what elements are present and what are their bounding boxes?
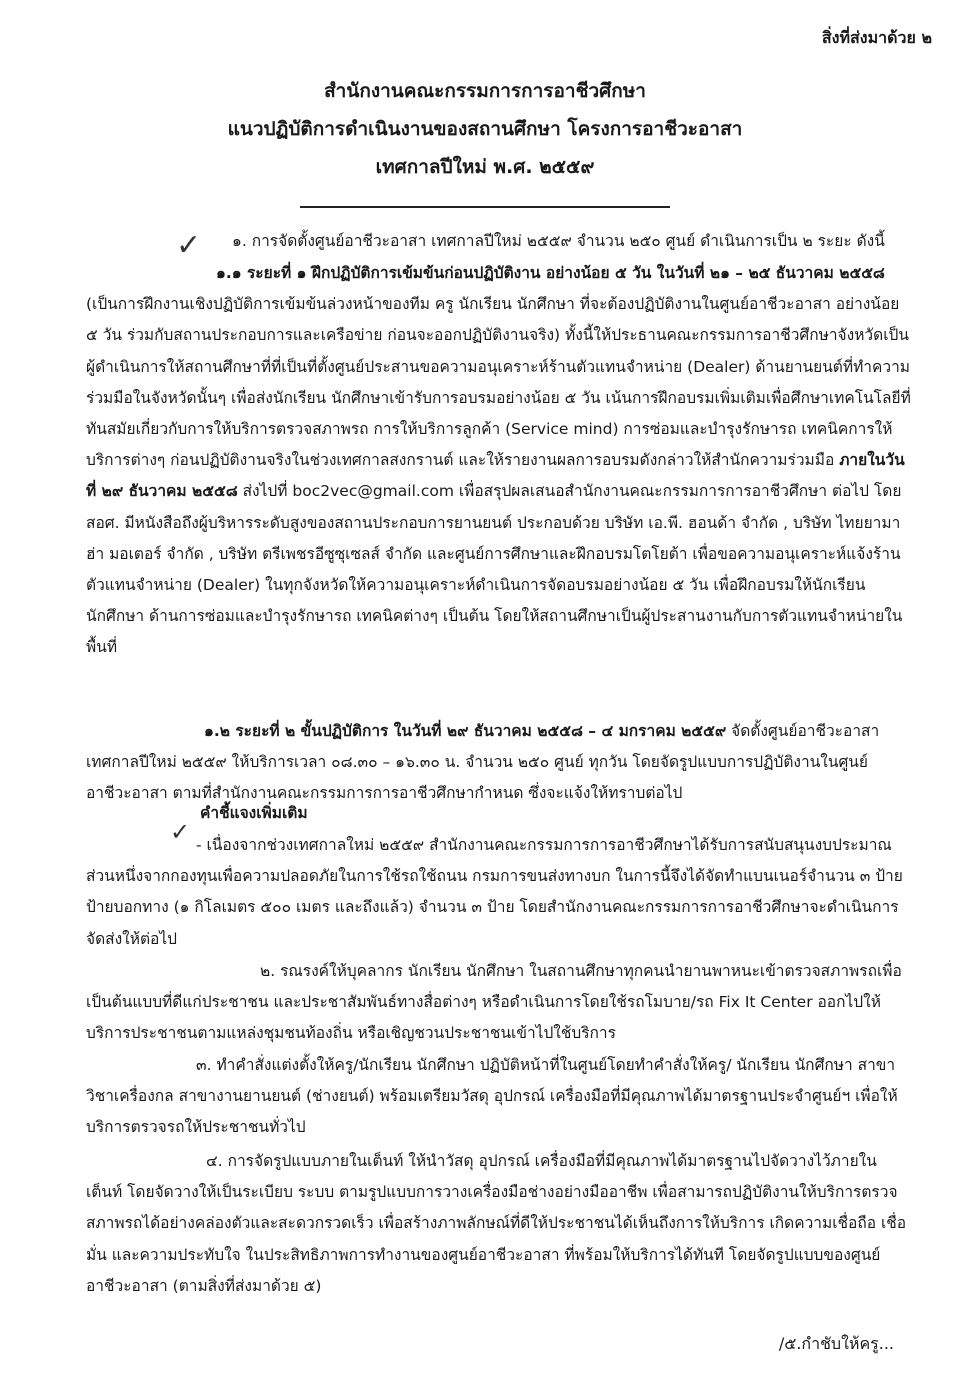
paragraph-note	[86, 830, 912, 955]
paragraph-2	[86, 956, 912, 1050]
additional-notes-title: คำชี้แจงเพิ่มเติม	[200, 804, 308, 822]
paragraph-1	[86, 226, 912, 257]
additional-notes-heading	[200, 798, 800, 829]
header-divider	[300, 206, 670, 208]
phase-2-heading: ๑.๒ ระยะที่ ๒ ขั้นปฏิบัติการ ในวันที่ ๒๙ ธันวาคม ๒๕๕๘ – ๔ มกราคม ๒๕๕๙	[204, 722, 727, 740]
paragraph-3	[86, 1050, 912, 1144]
check-mark-icon: ✓	[170, 818, 191, 846]
paragraph-1-text: ๑. การจัดตั้งศูนย์อาชีวะอาสา เทศกาลปีใหม่ ๒๕๕๙ จำนวน ๒๕๐ ศูนย์ ดำเนินการเป็น ๒ ระยะ ดังนี้	[232, 232, 885, 250]
phase-1-text-2: ส่งไปที่ boc2vec@gmail.com เพื่อสรุปผลเสนอสำนักงานคณะกรรมการการอาชีวศึกษา ต่อไป โดย สอศ. มีหนังสือถึงผู้บริหารระดับสูงของสถานประกอบการยานยนต์ ประกอบด้วย บริษัท เอ.พี. ฮอนด้า จำกัด , บริษัท ไทยยามาฮ่า มอเตอร์ จำกัด , บริษัท ตรีเพชรอีซูซุเซลส์ จำกัด และศูนย์การศึกษาและฝึกอบรมโตโยต้า เพื่อขอความอนุเคราะห์แจ้งร้านตัวแทนจำหน่าย (Dealer) ในทุกจังหวัดให้ความอนุเคราะห์ดำเนินการจัดอบรมอย่างน้อย ๕ วัน เพื่อฝึกอบรมให้นักเรียน นักศึกษา ด้านการซ่อมและบำรุงรักษารถ เทคนิคต่างๆ เป็นต้น โดยให้สถานศึกษาเป็นผู้ประสานงานกับการตัวแทนจำหน่ายในพื้นที่	[86, 482, 903, 657]
paragraph-4	[86, 1146, 912, 1302]
note-text: - เนื่องจากช่วงเทศกาลใหม่ ๒๕๕๙ สำนักงานคณะกรรมการการอาชีวศึกษาได้รับการสนับสนุนงบประมาณส่วนหนึ่งจากกองทุนเพื่อความปลอดภัยในการใช้รถใช้ถนน กรมการขนส่งทางบก ในการนี้จึงได้จัดทำแบนเนอร์จำนวน ๓ ป้าย ป้ายบอกทาง (๑ กิโลเมตร ๕๐๐ เมตร และถึงแล้ว) จำนวน ๓ ป้าย โดยสำนักงานคณะกรรมการการอาชีวศึกษาจะดำเนินการจัดส่งให้ต่อไป	[86, 836, 903, 948]
check-mark-icon: ✓	[176, 228, 202, 263]
phase-1-heading: ๑.๑ ระยะที่ ๑ ฝึกปฏิบัติการเข้มข้นก่อนปฏิบัติงาน อย่างน้อย ๕ วัน ในวันที่ ๒๑ – ๒๕ ธันวาคม ๒๕๕๘	[216, 264, 885, 282]
header-line-2: แนวปฏิบัติการดำเนินงานของสถานศึกษา โครงการอาชีวะอาสา	[227, 118, 743, 140]
item-3-text: ๓. ทำคำสั่งแต่งตั้งให้ครู/นักเรียน นักศึกษา ปฏิบัติหน้าที่ในศูนย์โดยทำคำสั่งให้ครู/ นักเรียน นักศึกษา สาขาวิชาเครื่องกล สาขางานยานยนต์ (ช่างยนต์) พร้อมเตรียมวัสดุ อุปกรณ์ เครื่องมือที่มีคุณภาพได้มาตรฐานประจำศูนย์ฯ เพื่อให้บริการตรวจรถให้ประชาชนทั่วไป	[86, 1056, 898, 1137]
item-2-text: ๒. รณรงค์ให้บุคลากร นักเรียน นักศึกษา ในสถานศึกษาทุกคนนำยานพาหนะเข้าตรวจสภาพรถเพื่อเป็นต้นแบบที่ดีแก่ประชาชน และประชาสัมพันธ์ทางสื่อต่างๆ หรือดำเนินการโดยใช้รถโมบาย/รถ Fix It Center ออกไปให้บริการประชาชนตามแหล่งชุมชนท้องถิ่น หรือเชิญชวนประชาชนเข้าไปใช้บริการ	[86, 962, 902, 1043]
phase-1-text: (เป็นการฝึกงานเชิงปฏิบัติการเข้มข้นล่วงหน้าของทีม ครู นักเรียน นักศึกษา ที่จะต้องปฏิบัติงานในศูนย์อาชีวะอาสา อย่างน้อย ๕ วัน ร่วมกับสถานประกอบการและเครือข่าย ก่อนจะออกปฏิบัติงานจริง) ทั้งนี้ให้ประธานคณะกรรมการอาชีวศึกษาจังหวัดเป็นผู้ดำเนินการให้สถานศึกษาที่ที่เป็นที่ตั้งศูนย์ประสานขอความอนุเคราะห์ร้านตัวแทนจำหน่าย (Dealer) ด้านยานยนต์ที่ทำความร่วมมือในจังหวัดนั้นๆ เพื่อส่งนักเรียน นักศึกษาเข้ารับการอบรมอย่างน้อย ๕ วัน เน้นการฝึกอบรมเพิ่มเติมเพื่อศึกษาเทคโนโลยีที่ทันสมัยเกี่ยวกับการให้บริการตรวจสภาพรถ การให้บริการลูกค้า (Service mind) การซ่อมและบำรุงรักษารถ เทคนิคการให้บริการต่างๆ ก่อนปฏิบัติงานจริงในช่วงเทศกาลสงกรานต์ และให้รายงานผลการอบรมดังกล่าวให้สำนักความร่วมมือ	[86, 295, 911, 470]
header-line-3: เทศกาลปีใหม่ พ.ศ. ๒๕๕๙	[375, 156, 595, 178]
paragraph-1-2	[86, 716, 912, 810]
paragraph-1-1	[86, 258, 912, 664]
continuation-note: /๕.กำชับให้ครู...	[778, 1334, 894, 1353]
item-4-text: ๔. การจัดรูปแบบภายในเต็นท์ ให้นำวัสดุ อุปกรณ์ เครื่องมือที่มีคุณภาพได้มาตรฐานไปจัดวางไว้ภายในเต็นท์ โดยจัดวางให้เป็นระเบียบ ระบบ ตามรูปแบบการวางเครื่องมือช่างอย่างมืออาชีพ เพื่อสามารถปฏิบัติงานให้บริการตรวจสภาพรถได้อย่างคล่องตัวและสะดวกรวดเร็ว เพื่อสร้างภาพลักษณ์ที่ดีให้ประชาชนได้เห็นถึงการให้บริการ เกิดความเชื่อถือ เชื่อมั่น และความประทับใจ ในประสิทธิภาพการทำงานของศูนย์อาชีวะอาสา ที่พร้อมให้บริการได้ทันที โดยจัดรูปแบบของศูนย์อาชีวะอาสา (ตามสิ่งที่ส่งมาด้วย ๕)	[86, 1152, 907, 1295]
phase-2-text: จัดตั้งศูนย์อาชีวะอาสา เทศกาลปีใหม่ ๒๕๕๙ ให้บริการเวลา ๐๘.๓๐ – ๑๖.๓๐ น. จำนวน ๒๕๐ ศูนย์ ทุกวัน โดยจัดรูปแบบการปฏิบัติงานในศูนย์อาชีวะอาสา ตามที่สำนักงานคณะกรรมการการอาชีวศึกษากำหนด ซึ่งจะแจ้งให้ทราบต่อไป	[86, 722, 880, 803]
phase-1-deadline: ภายในวันที่ ๒๙ ธันวาคม ๒๕๕๘	[86, 451, 905, 501]
attachment-label: สิ่งที่ส่งมาด้วย ๒	[821, 28, 932, 47]
header-line-1: สำนักงานคณะกรรมการการอาชีวศึกษา	[324, 80, 646, 102]
